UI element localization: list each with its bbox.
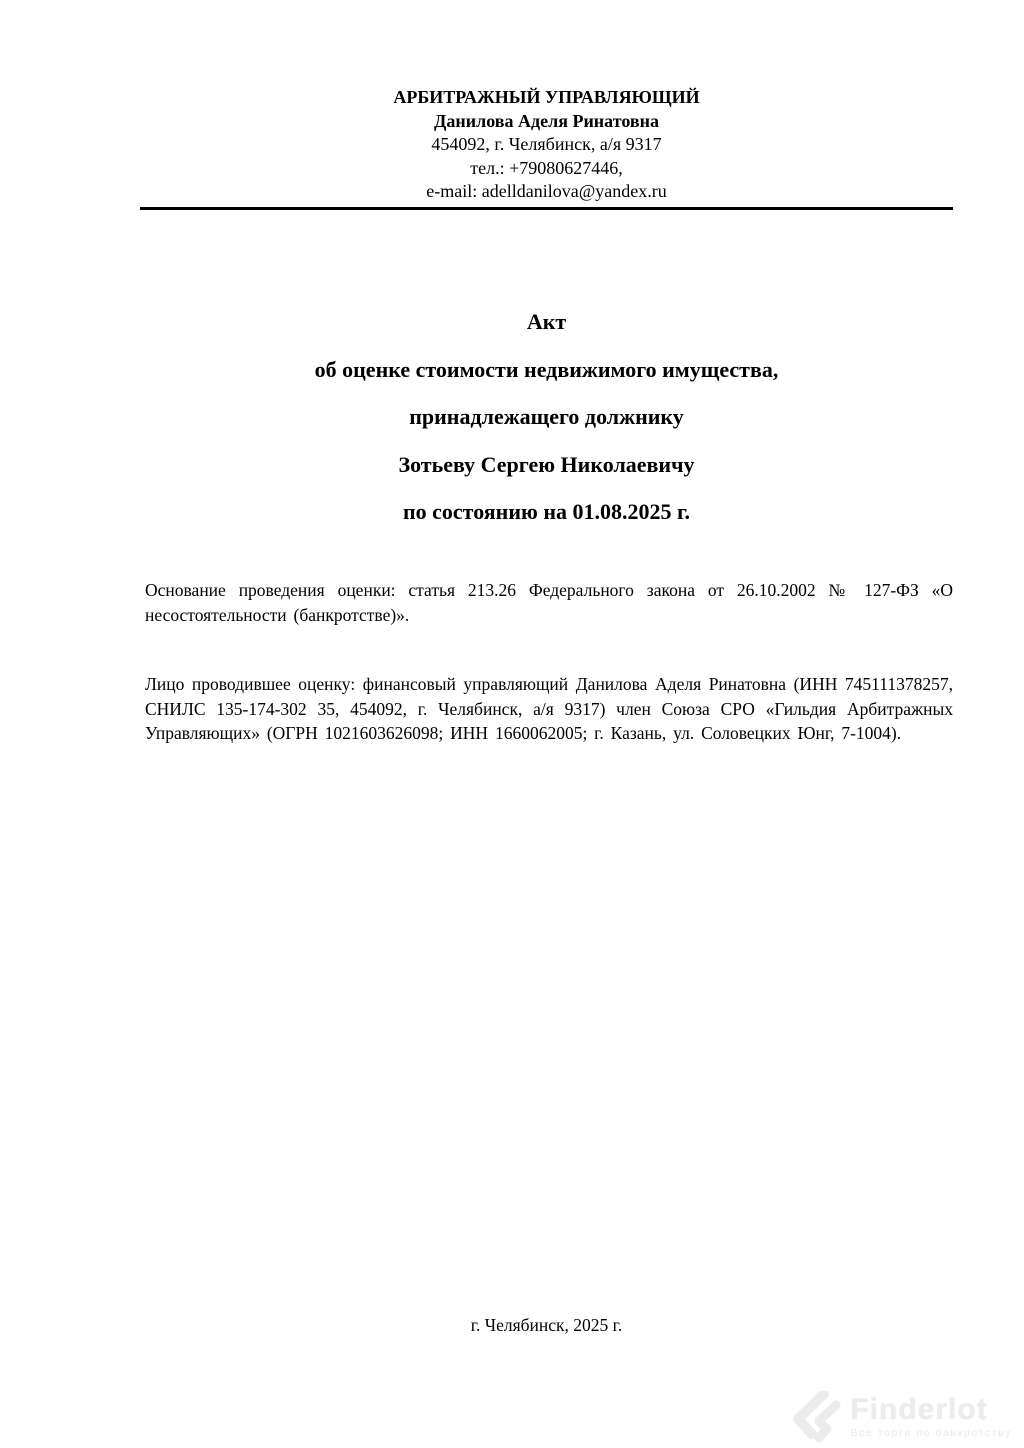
- paragraph-appraiser: Лицо проводившее оценку: финансовый управляющий Данилова Аделя Ринатовна (ИНН 745111378257, СНИЛС 135-174-302 35, 454092, г. Челябинск, а/я 9317) член Союза СРО «Гильдия Арбитражных Управляющих» (ОГРН 1021603626098; ИНН 1660062005; г. Казань, ул. Соловецких Юнг, 7-1004).: [145, 674, 953, 743]
- title-line-act: Акт: [526, 309, 567, 334]
- letterhead: [140, 86, 953, 204]
- title-line-owner: принадлежащего должнику: [409, 404, 684, 429]
- letterhead-phone: тел.: +79080627446,: [470, 157, 623, 178]
- watermark-text: [850, 1395, 1012, 1439]
- finderlot-watermark: [788, 1391, 1012, 1443]
- letterhead-email: e-mail: adelldanilova@yandex.ru: [426, 181, 667, 201]
- finderlot-logo-icon: [788, 1391, 842, 1443]
- watermark-tagline: Все торги по банкротству: [850, 1427, 1012, 1439]
- paragraph-basis: Основание проведения оценки: статья 213.26 Федерального закона от 26.10.2002 № 127-ФЗ «О несостоятельности (банкротстве)».: [145, 580, 953, 625]
- title-line-subject: об оценке стоимости недвижимого имущества,: [314, 356, 779, 382]
- title-line-debtor-name: Зотьеву Сергею Николаевичу: [398, 451, 695, 477]
- document-title: [140, 298, 953, 536]
- letterhead-org: АРБИТРАЖНЫЙ УПРАВЛЯЮЩИЙ: [393, 87, 700, 107]
- title-line-date: по состоянию на 01.08.2025 г.: [402, 499, 691, 524]
- header-divider: [140, 207, 953, 210]
- footer-place-year: г. Челябинск, 2025 г.: [470, 1315, 623, 1335]
- watermark-brand: Finderlot: [850, 1393, 988, 1426]
- letterhead-address: 454092, г. Челябинск, а/я 9317: [431, 134, 662, 154]
- letterhead-name: Данилова Аделя Ринатовна: [434, 110, 659, 131]
